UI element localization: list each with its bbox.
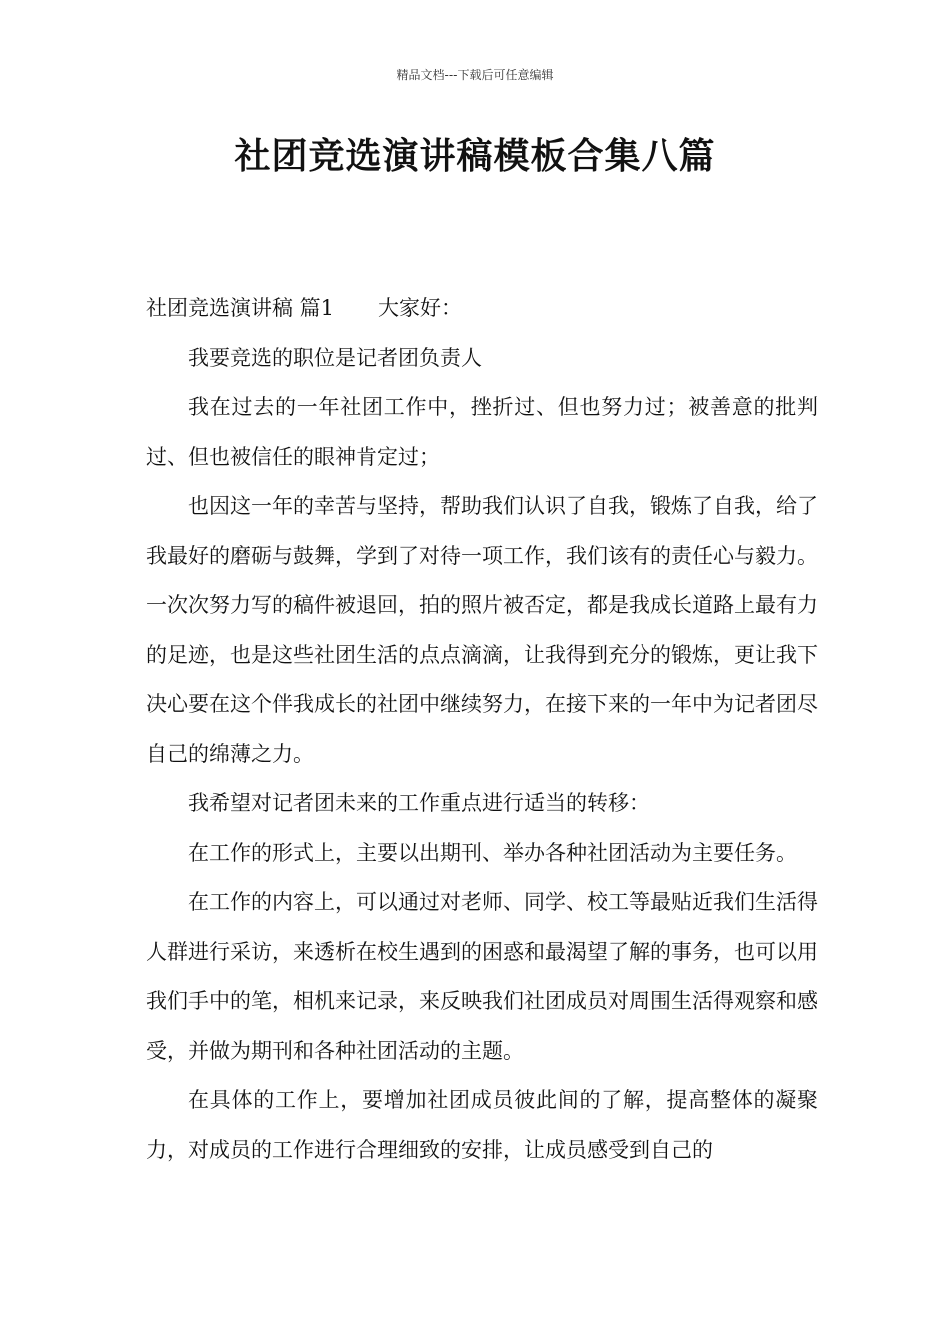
paragraph: 在具体的工作上，要增加社团成员彼此间的了解，提高整体的凝聚力，对成员的工作进行合理细致的安排，让成员感受到自己的 <box>146 1088 818 1162</box>
paragraph: 在工作的形式上，主要以出期刊、举办各种社团活动为主要任务。 <box>188 840 797 865</box>
greeting: 大家好： <box>378 296 463 320</box>
page-title: 社团竞选演讲稿模板合集八篇 <box>234 136 716 177</box>
document-body <box>146 284 818 1175</box>
paragraph: 我希望对记者团未来的工作重点进行适当的转移： <box>188 791 650 815</box>
paragraph: 我要竞选的职位是记者团负责人 <box>188 345 482 370</box>
paragraph: 也因这一年的幸苦与坚持，帮助我们认识了自我，锻炼了自我，给了我最好的磨砺与鼓舞，学到了对待一项工作，我们该有的责任心与毅力。一次次努力写的稿件被退回，拍的照片被否定，都是我成长道路上最有力的足迹，也是这些社团生活的点点滴滴，让我得到充分的锻炼，更让我下决心要在这个伴我成长的社团中继续努力，在接下来的一年中为记者团尽自己的绵薄之力。 <box>146 494 818 766</box>
header-note: 精品文档---下载后可任意编辑 <box>396 68 554 82</box>
section-heading: 社团竞选演讲稿 篇1 <box>146 296 335 320</box>
section-heading-line <box>146 284 818 334</box>
paragraph: 我在过去的一年社团工作中，挫折过、但也努力过；被善意的批判过、但也被信任的眼神肯定过； <box>146 395 818 469</box>
paragraph: 在工作的内容上，可以通过对老师、同学、校工等最贴近我们生活得人群进行采访，来透析在校生遇到的困惑和最渴望了解的事务，也可以用我们手中的笔，相机来记录，来反映我们社团成员对周围生活得观察和感受，并做为期刊和各种社团活动的主题。 <box>146 890 818 1063</box>
